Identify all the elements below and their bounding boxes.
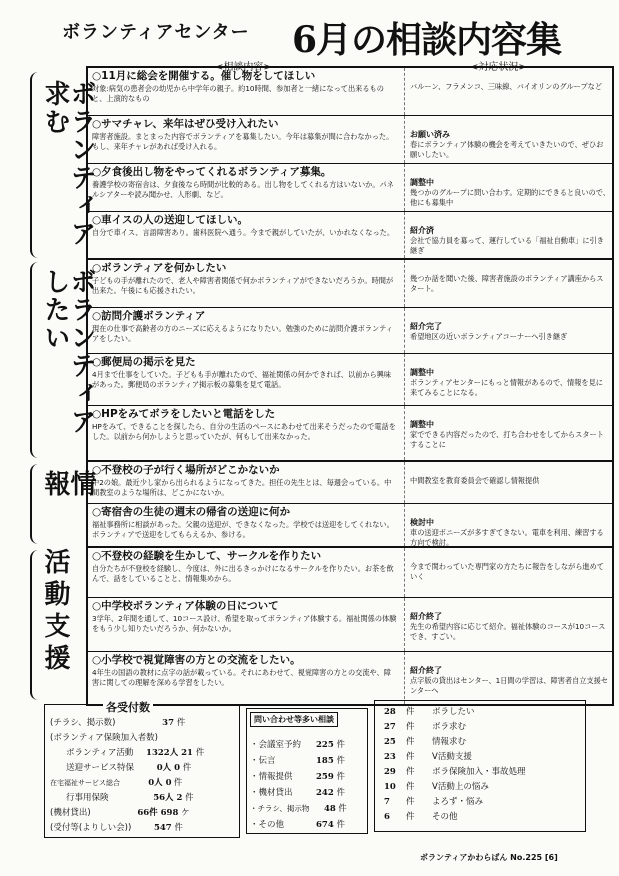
inquiry-line: ・伝言 185 件: [250, 756, 345, 766]
inquiry-line: ・その他 674 件: [250, 820, 345, 830]
inquiries-title: 問い合わせ等多い相談: [250, 712, 338, 727]
consult-row: [88, 598, 612, 652]
inquiry-line: ・チラシ、掲示物 48 件: [250, 804, 347, 814]
consult-detail: 自分で車イス、言語障害あり。歯科医院へ通う。今まで親がしていたが、いかれなくなった。: [92, 228, 395, 237]
count-line: (受付等(よりしい会)) 547 件: [50, 823, 183, 833]
category-line: 29 件 ボラ保険加入・事故処理: [384, 767, 526, 777]
footer-issue: ボランティアかわらばん No.225 [6]: [420, 853, 558, 862]
count-line: (チラシ、掲示数) 37 件: [50, 718, 186, 728]
response-status: 調整中: [410, 420, 434, 429]
counts-title: 各受付数: [103, 699, 153, 715]
response-detail: 車の送迎ボニーズが多すぎてきない。電車を利用、練習する方向で検討。: [410, 528, 604, 547]
category-line: 6 件 その他: [384, 812, 458, 822]
consult-detail: 自分たちが不登校を経験し、今度は、外に出るきっかけになるサークルを作りたい。お茶を飲んで、話をしていることと、情報集めから。: [92, 564, 394, 583]
response-detail: 幾つか話を聞いた後、障害者施設のボランティア講座からスタート。: [410, 274, 604, 293]
consult-row: [88, 116, 612, 164]
response-status: 紹介済: [410, 226, 434, 235]
consult-detail: 4年生の国語の教材に点字の話が載っている。それにあわせて、視覚障害の方との交流や、障害に関しての理解を深める学習をしたい。: [92, 668, 391, 687]
consult-detail: HPをみて、できることを探したら、自分の生活のペースにあわせて出来そうだったので電話をした。以前から何かしようと思っていたが、何もして出来なかった。: [92, 422, 396, 441]
response-status: 調整中: [410, 368, 434, 377]
inquiry-line: ・会議室予約 225 件: [250, 740, 345, 750]
count-line: 行事用保険 56人 2 件: [66, 793, 194, 803]
consult-detail: 障害者施設。まとまった内容でボランティアを募集したい。今年は募集が間に合わなかった。もし、来年チャレがあれば受け入れる。: [92, 132, 394, 151]
consult-row: [88, 68, 612, 116]
consult-title: ○夕食後出し物をやってくれるボランティア募集。: [92, 166, 332, 178]
column-head-left: <相談内容>: [215, 62, 272, 73]
category-line: 25 件 情報求む: [384, 737, 467, 747]
consult-title: ○訪問介護ボランティア: [92, 310, 206, 322]
response-detail: ボランティアセンターにもっと情報があるので、情報を見に来てみることになる。: [410, 378, 603, 397]
consult-row: [88, 354, 612, 406]
response-detail: バルーン、フラメンコ、三味線、バイオリンのグループなど: [410, 82, 603, 91]
response-detail: 家でできる内容だったので、打ち合わせをしてからスタートすることに: [410, 430, 604, 449]
response-detail: 会社で協力員を募って、運行している「福祉自動車」に引き継ぎ: [410, 236, 604, 255]
category-line: 27 件 ボラ求む: [384, 722, 467, 732]
response-detail: 中間教室を教育委員会で確認し情報提供: [410, 476, 540, 485]
column-head-right: <対応状況>: [470, 62, 527, 73]
consult-row: [88, 260, 612, 308]
consult-title: ○不登校の子が行く場所がどこかないか: [92, 464, 280, 476]
consult-row: [88, 462, 612, 504]
consult-title: ○小学校で視覚障害の方との交流をしたい。: [92, 654, 301, 666]
inquiry-line: ・情報提供 259 件: [250, 772, 345, 782]
section-bracket: [30, 72, 42, 258]
org-name: ボランティアセンター: [62, 22, 250, 43]
consult-row: [88, 652, 612, 704]
count-line: 送迎サービス特保 0人 0 件: [66, 763, 192, 773]
response-detail: 点字版の貸出はセンター、1日間の学習は、障害者自立支援センターへ: [410, 676, 609, 695]
consult-detail: 中2の娘。最近少し家から出られるようになってきた。担任の先生とは、毎週会っている。中間教室のような場所は、どこかにないか。: [92, 478, 392, 497]
consult-title: ○中学校ボランティア体験の日について: [92, 600, 279, 612]
section-label-want: ボランティアしたい: [40, 268, 96, 436]
consult-detail: 現在の仕事で高齢者の方のニーズに応えるようになりたい。勉強のために訪問介護ボランティアをしたい。: [92, 324, 393, 343]
category-line: 7 件 よろず・悩み: [384, 797, 484, 807]
response-status: 紹介終了: [410, 666, 442, 675]
consult-row: [88, 406, 612, 460]
page-title: 6月の相談内容集: [292, 19, 562, 61]
section-bracket: [30, 464, 42, 544]
count-line: (ボランティア保険加入者数): [50, 733, 158, 743]
inquiry-line: ・機材貸出 242 件: [250, 788, 345, 798]
consult-row: [88, 164, 612, 212]
consult-row: [88, 308, 612, 354]
consult-title: ○HPをみてボラをしたいと電話をした: [92, 408, 276, 420]
consult-detail: 子どもの手が離れたので、老人や障害者関係で何かボランティアができないだろうか。時間が出来た。午後にも応援されたい。: [92, 276, 394, 295]
consult-detail: 対象:病気の患者会の幼児から中学年の親子。約10時間、参加者と一緒になって出来るものと、上演的なもの: [92, 84, 384, 103]
response-detail: 今まで関わっていた専門家の方たちに報告をしながら進めていく: [410, 562, 604, 581]
consult-detail: 福祉事務所に相談があった。父親の送迎が、できなくなった。学校では送迎をしてくれない。ボランティアで送迎をしてもらえるか、参ける。: [92, 520, 394, 539]
count-line: 在宅福祉サービス総合 0人 0 件: [50, 778, 183, 788]
consult-title: ○11月に総会を開催する。催し物をしてほしい: [92, 70, 316, 82]
response-status: 検討中: [410, 518, 434, 527]
consult-detail: 3学年、2年間を通して、10コース設け、希望を取ってボランティア体験する。福祉関係の体験をもう少し知りたいだろうか、何かないか。: [92, 614, 397, 633]
consult-title: ○ボランティアを何かしたい: [92, 262, 227, 274]
section-label-support: 活動支援: [40, 548, 70, 676]
consult-row: [88, 504, 612, 546]
section-label-seek: ボランティア求む: [40, 80, 96, 248]
section-bracket: [30, 262, 42, 458]
category-line: 10 件 V活動上の悩み: [384, 782, 489, 792]
category-line: 28 件 ボラしたい: [384, 707, 475, 717]
count-line: (機材貸出) 66件 698 ケ: [50, 808, 190, 818]
section-label-info: 情報: [40, 470, 96, 514]
consult-title: ○サマチャレ、来年はぜひ受け入れたい: [92, 118, 279, 130]
response-status: 紹介終了: [410, 612, 442, 621]
count-line: ボランティア活動 1322人 21 件: [66, 748, 205, 758]
response-detail: 希望地区の近いボランティアコーナーへ引き継ぎ: [410, 332, 568, 341]
section-bracket: [30, 550, 42, 700]
response-status: 調整中: [410, 178, 434, 187]
response-status: 紹介完了: [410, 322, 442, 331]
response-detail: 幾つかのグループに問い合わす。定期的にできると良いので、他にも募集中: [410, 188, 610, 207]
consult-title: ○寄宿舎の生徒の週末の帰省の送迎に何か: [92, 506, 291, 518]
response-status: お願い済み: [410, 130, 450, 139]
response-detail: 春にボランティア体験の機会を考えていきたいので、ぜひお願いしたい。: [410, 140, 604, 159]
response-detail: 先生の希望内容に応じて紹介。福祉体験のコースが10コースでき、すごい。: [410, 622, 606, 641]
consult-detail: 養護学校の寄宿舎は、夕食後なら時間が比較的ある。出し物をしてくれる方はいないか。パネルシアターや読み聞かせ、人形劇、など。: [92, 180, 394, 199]
consult-title: ○郵便局の掲示を見た: [92, 356, 196, 368]
consult-row: [88, 548, 612, 598]
category-line: 23 件 V活動支援: [384, 752, 472, 762]
consult-row: [88, 212, 612, 258]
consult-detail: 4月まで仕事をしていた。子どもも手が離れたので、福祉関係の何かできれば、以前から興味があった。郵便局のボランティア掲示板の募集を見て電話。: [92, 370, 392, 389]
consult-title: ○不登校の経験を生かして、サークルを作りたい: [92, 550, 322, 562]
consult-title: ○車イスの人の送迎してほしい。: [92, 214, 249, 226]
